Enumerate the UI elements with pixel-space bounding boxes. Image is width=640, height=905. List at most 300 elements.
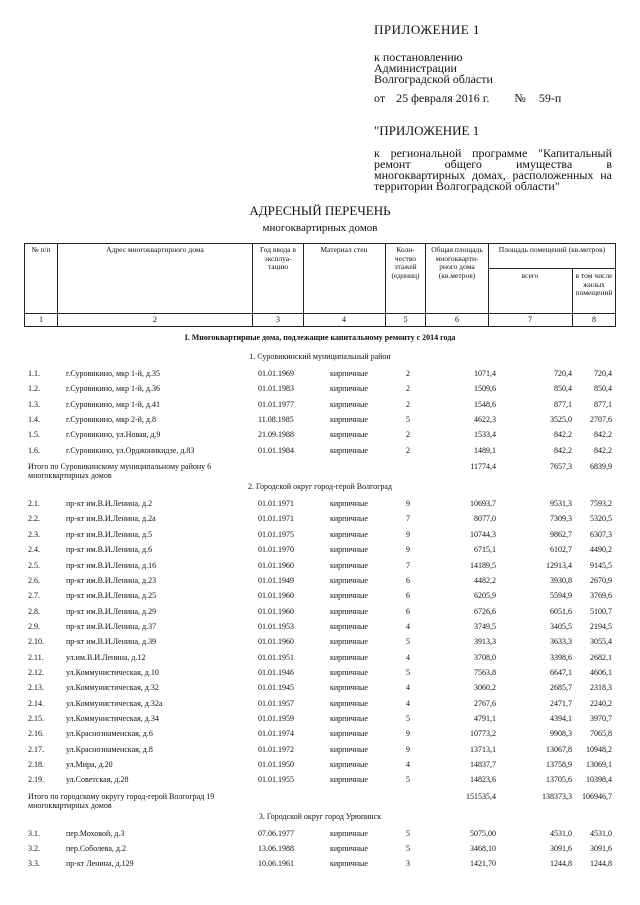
row-total-area: 8077,0 [474,514,496,524]
table-row [24,429,616,441]
table-col-rule [572,268,573,326]
row-material: кирпичные [330,775,368,785]
header-material: Материал стен [320,245,368,254]
row-total-area: 14837,7 [470,760,496,770]
table-row [24,652,616,664]
row-floors: 9 [406,529,410,539]
row-total-area: 1489,1 [474,445,496,455]
row-material: кирпичные [330,729,368,739]
row-total-area: 3060,2 [474,683,496,693]
row-year: 01.01.1971 [258,499,294,509]
row-number: 1.1. [28,369,40,378]
table-row [24,759,616,771]
row-year: 01.01.1969 [258,369,294,378]
table-row [24,828,616,840]
row-floors: 5 [406,415,410,425]
row-area-all: 842,2 [554,445,572,455]
row-total-area: 3468,10 [470,844,496,854]
row-area-residential: 4606,1 [590,667,612,677]
header-premises-all: всего [521,271,539,280]
row-area-all: 13758,9 [546,760,572,770]
row-year: 01.01.1951 [258,652,294,662]
row-year: 01.01.1960 [258,591,294,601]
col-number: 7 [528,315,532,324]
row-floors: 7 [406,560,410,570]
table-row [24,682,616,694]
row-address: г.Суровикино, мкр 1-й, д.41 [66,399,160,409]
row-number: 1.4. [28,415,40,425]
section-total-residential: 106946,7 [582,791,612,801]
row-floors: 6 [406,591,410,601]
row-area-residential: 3769,6 [590,591,612,601]
row-material: кирпичные [330,698,368,708]
row-number: 2.14. [28,698,44,708]
table-row [24,414,616,426]
appendix-lines [374,52,493,85]
row-address: пр-кт им.В.И.Ленина, д.5 [66,529,153,539]
row-material: кирпичные [330,514,368,524]
section-title: 2. Городской округ город-герой Волгоград [248,482,392,492]
row-total-area: 3749,5 [474,621,496,631]
row-floors: 9 [406,545,410,555]
row-area-residential: 10948,2 [586,744,612,754]
table-col-rule [615,243,616,326]
row-floors: 3 [406,859,410,869]
row-material: кирпичные [330,859,368,869]
row-area-residential: 842,2 [594,430,612,440]
appendix-line: Администрации [374,61,457,75]
row-total-area: 14189,5 [470,560,496,570]
row-year: 01.01.1972 [258,744,294,754]
row-floors: 4 [406,698,410,708]
row-floors: 2 [406,430,410,440]
row-material: кирпичные [330,415,368,425]
table-row [24,713,616,725]
row-total-area: 13713,1 [470,744,496,754]
row-total-area: 1071,4 [474,369,496,378]
table-col-rule [24,243,25,326]
row-total-area: 10773,2 [470,729,496,739]
row-number: 2.15. [28,714,44,723]
row-area-residential: 7065,8 [590,729,612,739]
appendix-line: Волгоградской области [374,72,493,86]
row-material: кирпичные [330,744,368,754]
row-area-all: 7309,3 [550,514,572,524]
appendix-line: к постановлению [374,50,463,64]
row-number: 2.7. [28,591,40,601]
row-floors: 2 [406,445,410,455]
row-area-all: 3633,3 [550,637,572,647]
col-number: 3 [276,315,280,324]
row-number: 3.1. [28,828,40,838]
table-row [24,544,616,556]
section-total-residential: 6839,9 [590,462,612,472]
table-rule [24,313,616,314]
row-number: 2.5. [28,560,40,570]
row-floors: 4 [406,652,410,662]
row-area-all: 9908,3 [550,729,572,739]
row-area-residential: 720,4 [594,369,612,378]
row-area-residential: 2682,1 [590,652,612,662]
table-row [24,843,616,855]
row-area-all: 720,4 [554,369,572,378]
row-number: 2.1. [28,499,40,509]
header-no: № п/п [31,245,51,254]
row-total-area: 4791,1 [474,714,496,723]
table-col-rule [252,243,253,326]
appendix-date-line [374,93,561,104]
row-total-area: 1509,6 [474,384,496,394]
row-year: 21.09.1988 [258,430,294,440]
row-year: 01.01.1983 [258,384,294,394]
header-floors: Коли- чество этажей (единиц) [391,245,420,280]
table-row [24,698,616,710]
col-number: 2 [153,315,157,324]
section-total-area: 11774,4 [470,462,496,472]
row-floors: 4 [406,683,410,693]
row-number: 2.11. [28,652,44,662]
document-title: АДРЕСНЫЙ ПЕРЕЧЕНЬ [249,203,391,218]
table-row [24,575,616,587]
row-floors: 7 [406,514,410,524]
row-material: кирпичные [330,667,368,677]
row-address: г.Суровикино, ул.Орджоникидзе, д.83 [66,445,195,455]
row-address: пр-кт им.В.И.Ленина, д.2а [66,514,156,524]
row-material: кирпичные [330,369,368,378]
row-total-area: 10693,7 [470,499,496,509]
row-number: 2.4. [28,545,40,555]
row-year: 01.01.1971 [258,514,294,524]
table-row [24,590,616,602]
row-area-residential: 5320,5 [590,514,612,524]
row-area-all: 1244,8 [550,859,572,869]
row-floors: 5 [406,637,410,647]
row-area-residential: 2318,3 [590,683,612,693]
row-total-area: 3708,0 [474,652,496,662]
row-floors: 2 [406,399,410,409]
row-area-all: 3091,6 [550,844,572,854]
header-address: Адрес многоквартирного дома [106,245,204,254]
section-total-all: 7657,3 [550,462,572,472]
row-address: ул.Советская, д.28 [66,775,129,785]
row-area-residential: 3055,4 [590,637,612,647]
row-area-all: 3525,0 [550,415,572,425]
table-row [24,529,616,541]
row-floors: 2 [406,369,410,378]
table-col-rule [425,243,426,326]
row-floors: 5 [406,844,410,854]
row-floors: 5 [406,714,410,723]
row-number: 2.8. [28,606,40,616]
row-number: 2.17. [28,744,44,754]
row-year: 01.01.1955 [258,775,294,785]
row-area-residential: 2194,5 [590,621,612,631]
row-total-area: 2767,6 [474,698,496,708]
row-number: 2.9. [28,621,40,631]
row-area-all: 13067,8 [546,744,572,754]
row-total-area: 3913,3 [474,637,496,647]
table-col-rule [488,243,489,326]
table-row [24,744,616,756]
table-row [24,621,616,633]
row-area-residential: 842,2 [594,445,612,455]
row-area-all: 2685,7 [550,683,572,693]
row-total-area: 1533,4 [474,430,496,440]
header-premises-residential: в том числе жилых помещений [575,271,613,297]
row-floors: 6 [406,606,410,616]
row-total-area: 10744,3 [470,529,496,539]
row-year: 11.08.1985 [258,415,294,425]
quote-title: "ПРИЛОЖЕНИЕ 1 [374,123,480,138]
row-address: ул.Краснознаменская, д.6 [66,729,153,739]
number-label: № [514,91,526,105]
row-year: 01.01.1975 [258,529,294,539]
row-address: пер.Моховой, д.3 [66,828,125,838]
row-address: ул.Коммунистическая, д.32а [66,698,163,708]
table-row [24,606,616,618]
date-prefix: от [374,91,386,105]
row-area-residential: 13069,1 [586,760,612,770]
table-row [24,513,616,525]
row-address: ул.Краснознаменская, д.8 [66,744,153,754]
row-floors: 2 [406,384,410,394]
row-area-all: 6647,1 [550,667,572,677]
row-material: кирпичные [330,591,368,601]
row-area-residential: 4490,2 [590,545,612,555]
row-total-area: 1421,70 [470,859,496,869]
row-address: пр-кт им.В.И.Ленина, д.23 [66,575,157,585]
row-area-residential: 3970,7 [590,714,612,723]
row-area-all: 6102,7 [550,545,572,555]
row-number: 2.18. [28,760,44,770]
row-area-all: 877,1 [554,399,572,409]
row-year: 01.01.1984 [258,445,294,455]
row-area-all: 842,2 [554,430,572,440]
row-area-all: 4531,0 [550,828,572,838]
section-total-label: Итого по городскому округу город-герой Волгоград 19 многоквартирных домов [28,791,215,810]
row-material: кирпичные [330,652,368,662]
row-area-residential: 2240,2 [590,698,612,708]
row-total-area: 6715,1 [474,545,496,555]
row-floors: 4 [406,621,410,631]
row-material: кирпичные [330,529,368,539]
row-address: ул.Мира, д.20 [66,760,113,770]
row-total-area: 7563,8 [474,667,496,677]
row-address: пр-кт им.В.И.Ленина, д.37 [66,621,157,631]
row-address: г.Суровикино, мкр 1-й, д.36 [66,384,160,394]
row-year: 01.01.1950 [258,760,294,770]
section-total-area: 151535,4 [466,791,496,801]
row-material: кирпичные [330,637,368,647]
table-row [24,560,616,572]
col-number: 8 [592,315,596,324]
row-area-residential: 2670,9 [590,575,612,585]
row-area-all: 3930,8 [550,575,572,585]
row-number: 2.13. [28,683,44,693]
row-address: пр-кт им.В.И.Ленина, д.39 [66,637,157,647]
row-material: кирпичные [330,606,368,616]
row-year: 01.01.1957 [258,698,294,708]
row-floors: 6 [406,575,410,585]
table-rule [24,326,616,327]
row-number: 1.2. [28,384,40,394]
section-total-all: 138373,3 [542,791,572,801]
row-floors: 5 [406,667,410,677]
row-area-all: 9862,7 [550,529,572,539]
row-number: 2.19. [28,775,44,785]
row-address: пр-кт им.В.И.Ленина, д.25 [66,591,157,601]
row-total-area: 14823,6 [470,775,496,785]
table-row [24,774,616,786]
row-number: 2.12. [28,667,44,677]
row-address: пр-кт им.В.И.Ленина, д.6 [66,545,153,555]
row-year: 01.01.1977 [258,399,294,409]
table-rule [488,268,616,269]
row-floors: 9 [406,744,410,754]
row-number: 2.6. [28,575,40,585]
header-total-area: Общая площадь многокварти- рного дома (кв.метров) [431,245,483,280]
row-address: ул.Коммунистическая, д.32 [66,683,159,693]
row-floors: 5 [406,828,410,838]
col-number: 4 [342,315,346,324]
row-address: г.Суровикино, мкр 1-й, д.35 [66,369,160,378]
row-year: 13.06.1988 [258,844,294,854]
row-floors: 5 [406,775,410,785]
row-area-all: 4394,1 [550,714,572,723]
row-area-all: 2471,7 [550,698,572,708]
row-year: 01.01.1960 [258,606,294,616]
row-number: 1.3. [28,399,40,409]
row-address: пер.Соболева, д.2 [66,844,126,854]
row-address: ул.Коммунистическая, д.10 [66,667,159,677]
row-year: 01.01.1949 [258,575,294,585]
row-floors: 4 [406,760,410,770]
row-year: 01.01.1960 [258,637,294,647]
col-number: 1 [39,315,43,324]
row-material: кирпичные [330,714,368,723]
row-material: кирпичные [330,683,368,693]
appendix-title: ПРИЛОЖЕНИЕ 1 [374,22,480,37]
row-material: кирпичные [330,621,368,631]
row-area-residential: 6307,3 [590,529,612,539]
table-row [24,445,616,457]
table-row [24,399,616,411]
row-total-area: 4482,2 [474,575,496,585]
row-floors: 9 [406,499,410,509]
row-number: 2.10. [28,637,44,647]
row-year: 01.01.1953 [258,621,294,631]
row-area-all: 6051,6 [550,606,572,616]
row-year: 01.01.1974 [258,729,294,739]
number-value: 59-п [538,91,562,105]
row-total-area: 4622,3 [474,415,496,425]
table-row [24,667,616,679]
row-material: кирпичные [330,399,368,409]
table-row [24,728,616,740]
row-area-residential: 10398,4 [586,775,612,785]
date-value: 25 февраля 2016 г. [396,91,490,105]
row-material: кирпичные [330,445,368,455]
row-material: кирпичные [330,828,368,838]
section-title: 1. Суровикинский муниципальный район [249,352,391,361]
table-row [24,368,616,380]
row-address: пр-кт им.В.И.Ленина, д.2 [66,499,153,509]
row-material: кирпичные [330,430,368,440]
table-col-rule [57,243,58,326]
row-number: 3.2. [28,844,40,854]
header-premises: Площадь помещений (кв.метров) [498,245,606,254]
row-material: кирпичные [330,384,368,394]
header-year: Год ввода в эксплуа- тацию [259,245,297,271]
row-year: 01.01.1970 [258,545,294,555]
row-area-residential: 1244,8 [590,859,612,869]
row-total-area: 6726,6 [474,606,496,616]
row-material: кирпичные [330,575,368,585]
row-area-residential: 7593,2 [590,499,612,509]
col-number: 6 [455,315,459,324]
row-area-residential: 9145,5 [590,560,612,570]
row-year: 01.01.1960 [258,560,294,570]
table-row [24,383,616,395]
table-col-rule [303,243,304,326]
row-area-residential: 4531,0 [590,828,612,838]
row-area-residential: 850,4 [594,384,612,394]
document-subtitle: многоквартирных домов [262,222,378,234]
row-floors: 9 [406,729,410,739]
table-row [24,636,616,648]
table-rule [24,243,616,244]
row-number: 1.5. [28,430,40,440]
row-area-residential: 877,1 [594,399,612,409]
row-number: 2.3. [28,529,40,539]
row-number: 1.6. [28,445,40,455]
row-year: 01.01.1945 [258,683,294,693]
row-area-residential: 2707,6 [590,415,612,425]
row-area-residential: 3091,6 [590,844,612,854]
table-col-rule [385,243,386,326]
section-total-label: Итого по Суровикинскому муниципальному району 6 многоквартирных домов [28,462,212,481]
row-area-all: 13705,6 [546,775,572,785]
row-year: 10.06.1961 [258,859,294,869]
quote-text: к региональной программе "Капитальный ремонт общего имущества в многоквартирных домах, расположенных на территории Волгоградской области" [374,146,612,193]
table-row [24,498,616,510]
row-total-area: 5075,00 [470,828,496,838]
row-number: 2.16. [28,729,44,739]
row-address: г.Суровикино, ул.Новая, д.9 [66,430,161,440]
row-address: пр-кт им.В.И.Ленина, д.16 [66,560,157,570]
row-address: г.Суровикино, мкр 2-й, д.8 [66,415,156,425]
row-address: ул.Коммунистическая, д.34 [66,714,159,723]
row-material: кирпичные [330,560,368,570]
row-area-all: 850,4 [554,384,572,394]
row-address: ул.им.В.И.Ленина, д.12 [66,652,146,662]
row-address: пр-кт им.В.И.Ленина, д.29 [66,606,157,616]
row-area-all: 5594,9 [550,591,572,601]
row-material: кирпичные [330,844,368,854]
row-area-all: 3405,5 [550,621,572,631]
row-year: 01.01.1946 [258,667,294,677]
row-total-area: 6205,9 [474,591,496,601]
part-title: I. Многоквартирные дома, подлежащие капитальному ремонту с 2014 года [184,333,456,342]
row-number: 2.2. [28,514,40,524]
row-area-all: 12913,4 [546,560,572,570]
row-area-all: 9531,3 [550,499,572,509]
table-row [24,858,616,870]
row-year: 01.01.1959 [258,714,294,723]
row-area-residential: 5100,7 [590,606,612,616]
row-year: 07.06.1977 [258,828,294,838]
row-material: кирпичные [330,760,368,770]
